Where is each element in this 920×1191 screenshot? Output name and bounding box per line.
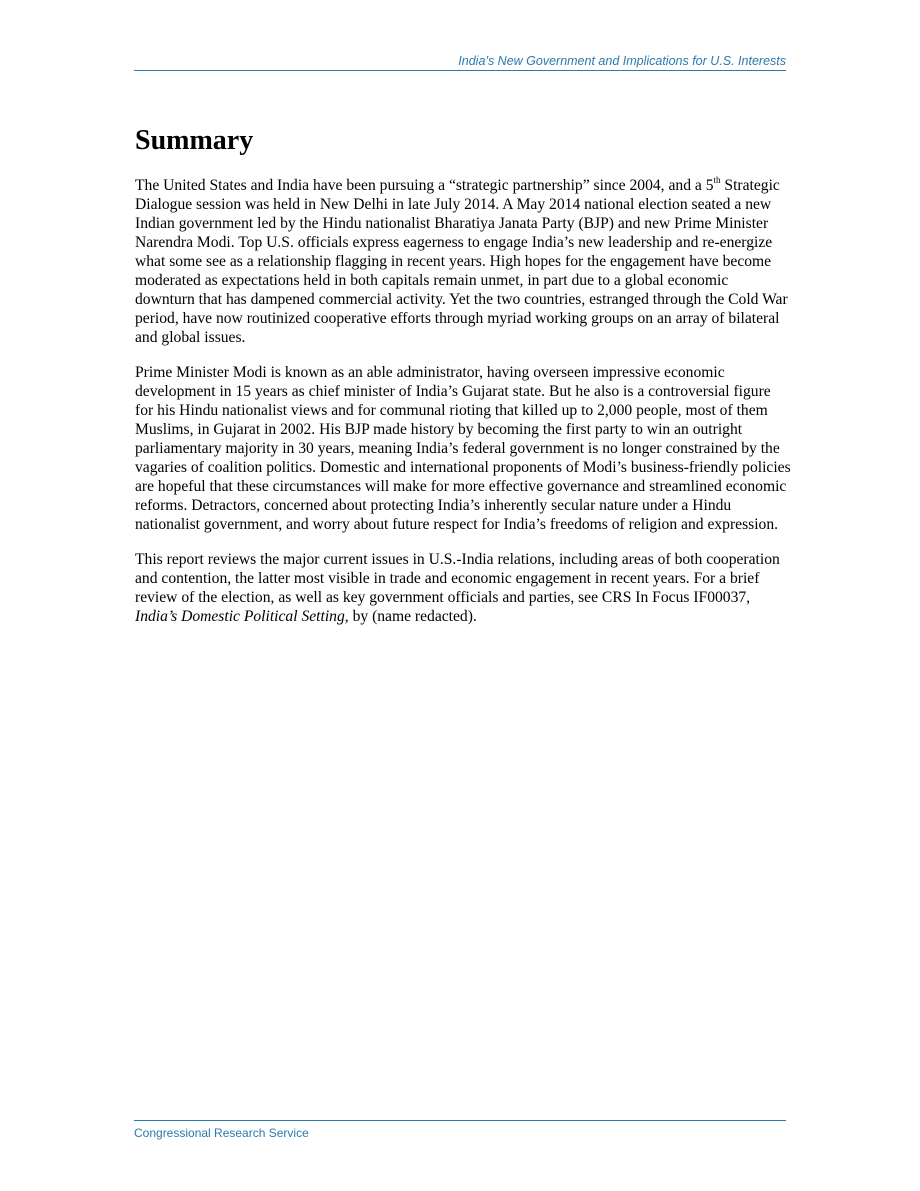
paragraph-3-text-a: This report reviews the major current issues in U.S.-India relations, including areas of both cooperation and contention, the latter most visible in trade and economic engagement in recent years. For a brief review of the election, as well as key government officials and parties, see CRS In Focus IF00037, <box>135 551 780 606</box>
running-header <box>134 54 786 71</box>
report-title-italic: India’s Domestic Political Setting <box>135 608 345 625</box>
body-text <box>135 176 791 642</box>
page-footer <box>134 1120 786 1142</box>
header-title: India’s New Government and Implications for U.S. Interests <box>458 54 786 68</box>
paragraph-1-text-a: The United States and India have been pursuing a “strategic partnership” since 2004, and a 5 <box>135 177 714 194</box>
paragraph-2: Prime Minister Modi is known as an able administrator, having overseen impressive economic development in 15 years as chief minister of India’s Gujarat state. But he also is a controversial figure for his Hindu nationalist views and for communal rioting that killed up to 2,000 people, most of them Muslims, in Gujarat in 2002. His BJP made history by becoming the first party to win an outright parliamentary majority in 30 years, meaning India’s federal government is no longer constrained by the vagaries of coalition politics. Domestic and international proponents of Modi’s business-friendly policies are hopeful that these circumstances will make for more effective governance and streamlined economic reforms. Detractors, concerned about protecting India’s inherently secular nature under a Hindu nationalist government, and worry about future respect for India’s freedoms of religion and expression. <box>135 364 791 533</box>
page-title: Summary <box>135 125 254 156</box>
paragraph-1 <box>135 176 791 347</box>
paragraph-1-text-b: Strategic Dialogue session was held in New Delhi in late July 2014. A May 2014 national election seated a new Indian government led by the Hindu nationalist Bharatiya Janata Party (BJP) and new Prime Minister Narendra Modi. Top U.S. officials express eagerness to engage India’s new leadership and re-energize what some see as a relationship flagging in recent years. High hopes for the engagement have become moderated as expectations held in both capitals remain unmet, in part due to a global economic downturn that has dampened commercial activity. Yet the two countries, estranged through the Cold War period, have now routinized cooperative efforts through myriad working groups on an array of bilateral and global issues. <box>135 177 788 346</box>
footer-text: Congressional Research Service <box>134 1126 309 1140</box>
paragraph-3-text-b: , by (name redacted). <box>344 608 477 625</box>
paragraph-3 <box>135 550 791 626</box>
ordinal-superscript: th <box>713 174 721 185</box>
